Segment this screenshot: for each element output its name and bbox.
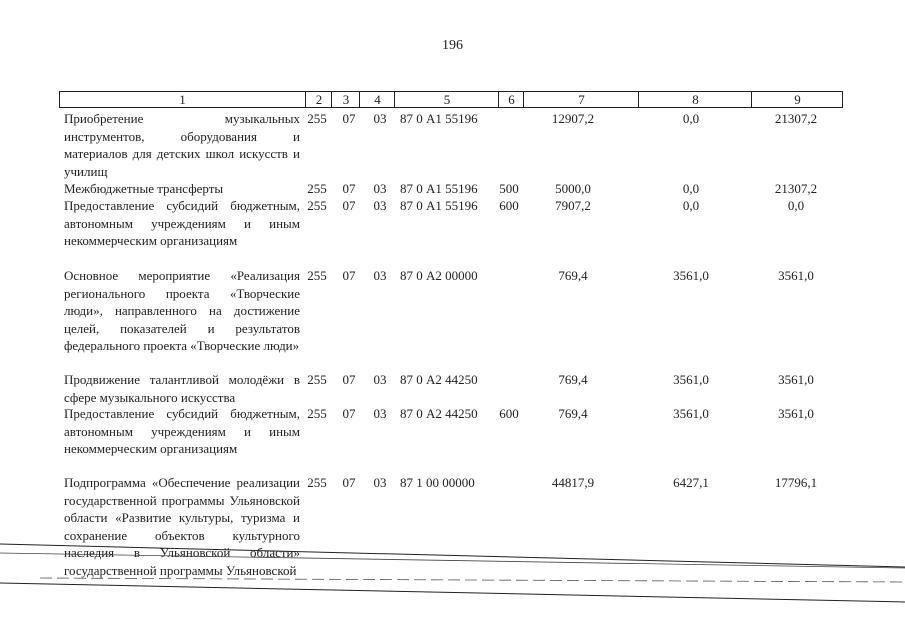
- row-c9: 0,0: [787, 198, 805, 213]
- header-col-2: 2: [305, 92, 332, 107]
- header-col-3: 3: [331, 92, 360, 107]
- row-c2: 255: [307, 475, 327, 490]
- row-c9: 21307,2: [774, 181, 818, 196]
- row-c5: 87 0 А1 55196: [400, 198, 478, 213]
- row-c4: 03: [373, 372, 387, 387]
- row-c4: 03: [373, 475, 387, 490]
- row-c2: 255: [307, 268, 327, 283]
- row-c9: 3561,0: [778, 406, 814, 421]
- row-c6: 600: [499, 198, 519, 213]
- row-c8: 3561,0: [673, 268, 709, 283]
- header-col-5: 5: [394, 92, 499, 107]
- row-name: Межбюджетные трансферты: [64, 181, 224, 196]
- row-name: Основное мероприятие «Реализация регионального проекта «Творческие люди», направленного на достижение целей, показателей и результатов федерального проекта «Творческие люди»: [64, 268, 300, 353]
- row-c7: 769,4: [558, 406, 588, 421]
- header-col-4: 4: [359, 92, 395, 107]
- row-c7: 12907,2: [551, 111, 595, 126]
- row-c3: 07: [342, 198, 356, 213]
- row-c8: 3561,0: [673, 372, 709, 387]
- row-c7: 769,4: [558, 268, 588, 283]
- row-name: Предоставление субсидий бюджетным, автономным учреждениям и иным некоммерческим организациям: [64, 406, 300, 456]
- scan-line: [40, 578, 905, 582]
- row-c3: 07: [342, 181, 356, 196]
- row-c2: 255: [307, 372, 327, 387]
- row-c2: 255: [307, 406, 327, 421]
- row-c4: 03: [373, 268, 387, 283]
- row-name: Продвижение талантливой молодёжи в сфере музыкального искусства: [64, 372, 300, 405]
- header-col-9: 9: [751, 92, 843, 107]
- row-c8: 3561,0: [673, 406, 709, 421]
- header-col-8: 8: [638, 92, 752, 107]
- row-c7: 7907,2: [555, 198, 591, 213]
- header-col-6: 6: [498, 92, 524, 107]
- row-c6: 600: [499, 406, 519, 421]
- row-c8: 0,0: [682, 198, 700, 213]
- row-name: Подпрограмма «Обеспечение реализации государственной программы Ульяновской области «Развитие культуры, туризма и сохранение объектов культурного наследия в Ульяновской области» государственной программы Ульяновской: [64, 475, 300, 578]
- row-c3: 07: [342, 475, 356, 490]
- row-c3: 07: [342, 111, 356, 126]
- row-c9: 17796,1: [774, 475, 818, 490]
- row-c3: 07: [342, 406, 356, 421]
- row-c4: 03: [373, 198, 387, 213]
- row-c5: 87 0 А1 55196: [400, 111, 478, 126]
- row-c5: 87 0 А2 44250: [400, 406, 478, 421]
- row-name: Приобретение музыкальных инструментов, оборудования и материалов для детских школ искусств и училищ: [64, 111, 300, 179]
- row-c8: 0,0: [682, 181, 700, 196]
- row-c4: 03: [373, 111, 387, 126]
- row-c2: 255: [307, 198, 327, 213]
- header-col-1: 1: [179, 92, 186, 107]
- row-c7: 769,4: [558, 372, 588, 387]
- row-c9: 21307,2: [774, 111, 818, 126]
- row-c8: 6427,1: [673, 475, 709, 490]
- row-c3: 07: [342, 268, 356, 283]
- row-c2: 255: [307, 181, 327, 196]
- row-c3: 07: [342, 372, 356, 387]
- row-c9: 3561,0: [778, 268, 814, 283]
- row-c7: 5000,0: [555, 181, 591, 196]
- page-number: 196: [442, 38, 463, 53]
- scan-line: [0, 583, 905, 602]
- row-c4: 03: [373, 406, 387, 421]
- row-c5: 87 0 А1 55196: [400, 181, 478, 196]
- row-c4: 03: [373, 181, 387, 196]
- row-c5: 87 0 А2 44250: [400, 372, 478, 387]
- row-c9: 3561,0: [778, 372, 814, 387]
- row-name: Предоставление субсидий бюджетным, автономным учреждениям и иным некоммерческим организациям: [64, 198, 300, 248]
- row-c8: 0,0: [682, 111, 700, 126]
- row-c7: 44817,9: [551, 475, 595, 490]
- row-c2: 255: [307, 111, 327, 126]
- row-c6: 500: [499, 181, 519, 196]
- row-c5: 87 0 А2 00000: [400, 268, 478, 283]
- row-c5: 87 1 00 00000: [400, 475, 475, 490]
- header-col-7: 7: [523, 92, 639, 107]
